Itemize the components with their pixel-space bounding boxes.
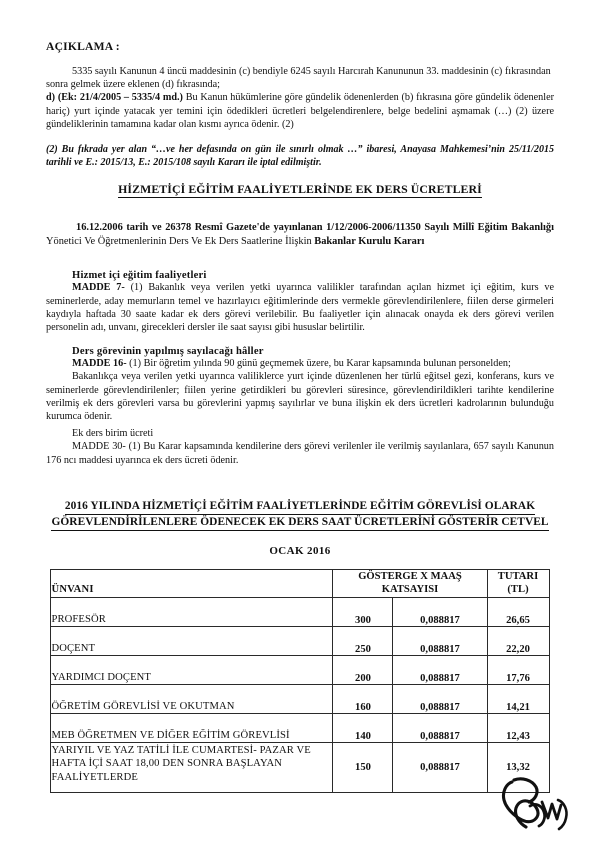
table-body — [51, 597, 549, 792]
row-unvan: PROFESÖR — [51, 597, 333, 626]
row-katsayi: 0,088817 — [393, 597, 487, 626]
section-heading-ek-ders-ucretleri — [46, 182, 554, 197]
paragraph-gazette — [46, 221, 554, 248]
cetvel-title-line1-wrap — [46, 499, 554, 515]
table-row — [51, 655, 549, 684]
row-katsayi: 0,088817 — [393, 713, 487, 742]
madde16-text-first: (1) Bir öğretim yılında 90 günü geçmemek üzere, bu Karar kapsamında bulunan personelden; — [126, 358, 511, 370]
row-tutar: 22,20 — [487, 626, 549, 655]
madde30-text: (1) Bu Karar kapsamında kendilerine ders görevi verilenler ile verilmiş sayılanlara, 657 sayılı Kanunun 176 ncı maddesi uyarınca ek ders ücreti ödenir. — [46, 441, 554, 466]
row-gosterge: 200 — [333, 655, 393, 684]
table-row — [51, 684, 549, 713]
row-unvan: MEB ÖĞRETMEN VE DİĞER EĞİTİM GÖREVLİSİ — [51, 713, 333, 742]
row-unvan: YARIYIL VE YAZ TATİLİ İLE CUMARTESİ- PAZAR VE HAFTA İÇİ SAAT 18,00 DEN SONRA BAŞLAYAN FAALİYETLERDE — [51, 742, 333, 792]
table-header-tutari — [487, 569, 549, 597]
madde7-title: Hizmet içi eğitim faaliyetleri — [72, 270, 207, 282]
row-katsayi: 0,088817 — [393, 655, 487, 684]
row-katsayi: 0,088817 — [393, 684, 487, 713]
cetvel-title-line2-wrap — [46, 515, 554, 531]
cetvel-title-line1: 2016 YILINDA HİZMETİÇİ EĞİTİM FAALİYETLERİNDE EĞİTİM GÖREVLİSİ OLARAK — [65, 499, 535, 515]
row-tutar: 14,21 — [487, 684, 549, 713]
madde30-title: Ek ders birim ücreti — [72, 428, 154, 440]
table-header-gosterge-line2: KATSAYISI — [381, 584, 439, 596]
row-tutar: 26,65 — [487, 597, 549, 626]
row-gosterge: 160 — [333, 684, 393, 713]
table-row — [51, 597, 549, 626]
paragraph-madde16-rest: Bakanlıkça veya verilen yetki uyarınca valiliklerce yurt içinde düzenlenen her türlü eğitsel gezi, konferans, kurs ve seminerlerde görevlendirilenler; fiilen yerine getirdikleri bu görevleri süresince, görevlendirildikleri tarihte kendilerine verilmiş ek ders görevleri varsa bu görevlerini yapmış sayılırlar ve buna ilişkin ek ders ücretleri kadrolarının bulunduğu kurumca ödenir. — [46, 371, 554, 423]
table-header-unvani: ÜNVANI — [51, 569, 333, 597]
paragraph-aciklama-d — [46, 91, 554, 131]
table-header-row — [51, 569, 549, 597]
ek-ders-ucret-table — [50, 569, 549, 793]
paragraph-madde16-first — [46, 357, 554, 370]
row-unvan: ÖĞRETİM GÖREVLİSİ VE OKUTMAN — [51, 684, 333, 713]
paragraph-aciklama-d-bold: d) (Ek: 21/4/2005 – 5335/4 md.) — [46, 92, 183, 104]
table-head — [51, 569, 549, 597]
table-header-tutari-line2: (TL) — [507, 584, 529, 596]
row-katsayi: 0,088817 — [393, 626, 487, 655]
signature-glyph — [492, 772, 582, 834]
paragraph-aciklama-line2: sonra gelmek üzere eklenen (d) fıkrasında; — [46, 79, 220, 91]
row-katsayi: 0,088817 — [393, 742, 487, 792]
table-row — [51, 626, 549, 655]
table-row — [51, 742, 549, 792]
signature-icon — [492, 772, 582, 834]
gazette-bold-lead: 16.12.2006 tarih ve 26378 Resmî Gazete'de yayınlanan 1/12/2006-2006/11350 Sayılı Millî Eğitim Bakanlığı — [76, 222, 554, 234]
paragraph-madde7 — [46, 281, 554, 334]
paragraph-madde30 — [46, 440, 554, 466]
gazette-bold-tail: Bakanlar Kurulu Kararı — [314, 235, 425, 247]
row-gosterge: 250 — [333, 626, 393, 655]
page-title: AÇIKLAMA : — [46, 40, 120, 53]
madde16-title: Ders görevinin yapılmış sayılacağı hâller — [72, 346, 264, 358]
period-label: OCAK 2016 — [269, 544, 331, 557]
madde16-label: MADDE 16- — [72, 358, 127, 370]
paragraph-aciklama-d-rest: Bu Kanun hükümlerine göre gündelik ödenenlerden (b) fıkrasına göre gündelik ödenenler hariç) yurt içinde yatacak yer temini için ödedikleri ücretleri belgelendirenlere, belge bedelini aşmamak (…) (2) üzere gündeliklerinin tamamına kadar olan kısmı ayrıca ödenir. (2) — [46, 92, 554, 130]
paragraph-aciklama-line1: 5335 sayılı Kanunun 4 üncü maddesinin (c) bendiyle 6245 sayılı Harcırah Kanununun 33. maddesinin (c) fıkrasından — [72, 66, 551, 77]
document-body — [46, 40, 554, 793]
footnote-note-2: (2) Bu fıkrada yer alan “…ve her defasında on gün ile sınırlı olmak …” ibaresi, Anayasa Mahkemesi’nin 25/11/2015 tarihli ve E.: 2015/13, E.: 2015/108 sayılı Kararı ile iptal edilmiştir. — [46, 144, 554, 169]
section-heading-text: HİZMETİÇİ EĞİTİM FAALİYETLERİNDE EK DERS ÜCRETLERİ — [118, 181, 482, 196]
row-gosterge: 300 — [333, 597, 393, 626]
madde7-text: (1) Bakanlık veya verilen yetki uyarınca valilikler tarafından açılan hizmet içi eğitim, kurs ve seminerlerde, aday memurların temel ve hazırlayıcı eğitimlerinde ders vermekle görevlendirilenlere, fiilen derse girmeleri kaydıyla haftada 30 saate kadar ek ders görevi verilebilir. Bu faaliyetler için alınacak onayda ek ders görevi verilen personelin adı, unvanı, girecekleri dersler ile saat sayısı gibi hususlar belirtilir. — [46, 282, 554, 334]
cetvel-table-wrap — [46, 569, 554, 793]
row-gosterge: 140 — [333, 713, 393, 742]
table-header-gosterge-katsayisi — [333, 569, 487, 597]
row-tutar: 13,32 — [487, 742, 549, 792]
row-gosterge: 150 — [333, 742, 393, 792]
cetvel-title — [46, 499, 554, 531]
row-tutar: 17,76 — [487, 655, 549, 684]
madde7-label: MADDE 7- — [72, 282, 125, 294]
row-unvan: YARDIMCI DOÇENT — [51, 655, 333, 684]
table-header-gosterge-line1: GÖSTERGE X MAAŞ — [358, 570, 462, 582]
cetvel-title-line2: GÖREVLENDİRİLENLERE ÖDENECEK EK DERS SAAT ÜCRETLERİNİ GÖSTERİR CETVEL — [51, 515, 548, 531]
madde30-label: MADDE 30- — [72, 441, 126, 453]
table-row — [51, 713, 549, 742]
gazette-regular-mid: Yönetici Ve Öğretmenlerinin Ders Ve Ek Ders Saatlerine İlişkin — [46, 235, 315, 247]
table-header-tutari-line1: TUTARI — [497, 570, 539, 582]
row-tutar: 12,43 — [487, 713, 549, 742]
row-unvan: DOÇENT — [51, 626, 333, 655]
